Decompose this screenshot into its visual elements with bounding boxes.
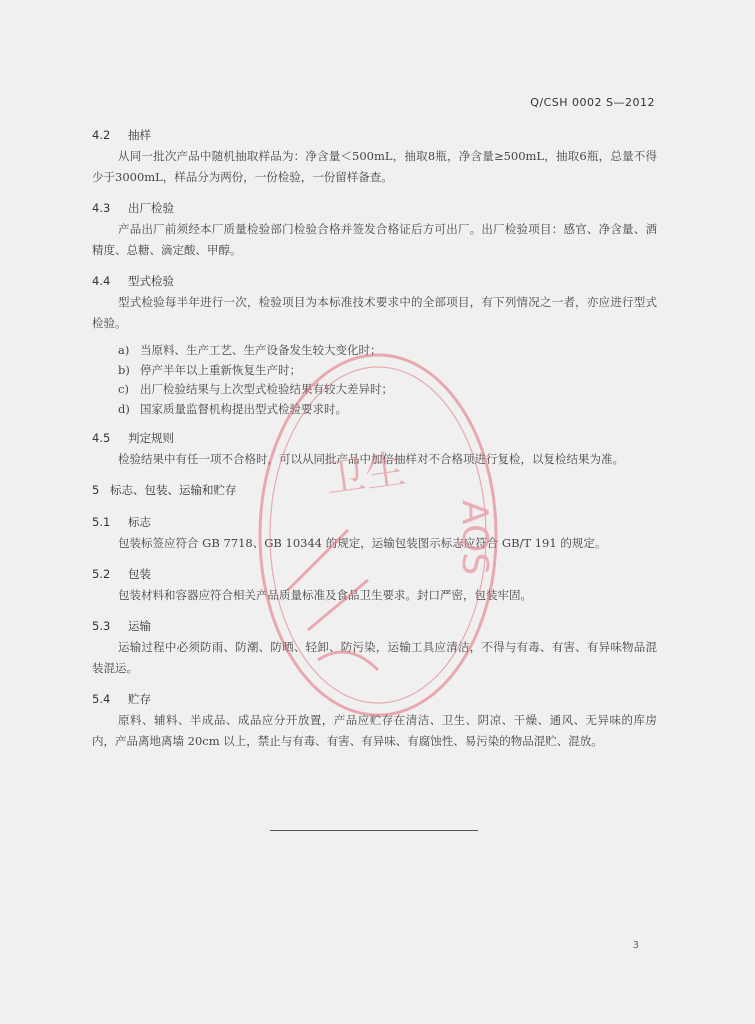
section-4-4-heading: [92, 270, 657, 292]
section-4-5-heading: [92, 427, 657, 449]
section-5-1-text: 包装标签应符合 GB 7718、GB 10344 的规定，运输包装图示标志应符合 GB/T 191 的规定。: [118, 536, 607, 550]
section-title: 出厂检验: [128, 201, 174, 215]
section-5-2-text: 包装材料和容器应符合相关产品质量标准及食品卫生要求。封口严密，包装牢固。: [118, 588, 532, 602]
section-4-4-text: 型式检验每半年进行一次，检验项目为本标准技术要求中的全部项目，有下列情况之一者，亦应进行型式检验。: [92, 295, 657, 330]
list-item-text: 国家质量监督机构提出型式检验要求时。: [140, 401, 347, 416]
section-4-2-heading: [92, 124, 657, 146]
list-marker: d): [118, 401, 130, 416]
section-number: 5: [92, 483, 100, 497]
list-item: [92, 341, 657, 361]
page-number: 3: [632, 940, 639, 951]
section-number: 4.5: [92, 431, 111, 445]
section-title: 标志: [128, 515, 151, 529]
section-5-3-text: 运输过程中必须防雨、防潮、防晒、轻卸、防污染，运输工具应清洁，不得与有毒、有害、有异味物品混装混运。: [92, 640, 657, 675]
section-5-4-text: 原料、辅料、半成品、成品应分开放置，产品应贮存在清洁、卫生、阴凉、干燥、通风、无异味的库房内，产品离地离墙 20cm 以上，禁止与有毒、有害、有异味、有腐蚀性、易污染的物品混贮、混放。: [92, 713, 657, 748]
section-title: 判定规则: [128, 431, 174, 445]
section-number: 5.4: [92, 692, 111, 706]
section-5-1-heading: [92, 511, 657, 533]
section-title: 标志、包装、运输和贮存: [110, 483, 237, 497]
list-item-text: 当原料、生产工艺、生产设备发生较大变化时；: [140, 343, 382, 357]
list-item-text: 停产半年以上重新恢复生产时；: [140, 362, 301, 377]
section-title: 型式检验: [128, 274, 174, 288]
standard-code: Q/CSH 0002 S—2012: [530, 96, 655, 109]
section-4-3-heading: [92, 197, 657, 219]
section-4-5-text: 检验结果中有任一项不合格时，可以从同批产品中加倍抽样对不合格项进行复检，以复检结果为准。: [118, 452, 624, 466]
section-5-3-heading: [92, 615, 657, 637]
section-number: 5.1: [92, 515, 111, 529]
end-divider: [270, 830, 478, 831]
stamp-text-top: 卫生: [322, 446, 409, 503]
section-title: 抽样: [128, 128, 151, 142]
list-item: [92, 400, 657, 420]
content-body: [92, 124, 657, 761]
section-5-4-heading: [92, 688, 657, 710]
section-5-2-heading: [92, 563, 657, 585]
list-item: [92, 361, 657, 381]
section-number: 4.3: [92, 201, 111, 215]
section-4-2-text: 从同一批次产品中随机抽取样品为：净含量＜500mL，抽取8瓶，净含量≥500mL，抽取6瓶，总量不得少于3000mL，样品分为两份，一份检验，一份留样备查。: [92, 149, 657, 184]
list-marker: a): [118, 343, 130, 357]
section-title: 贮存: [128, 692, 151, 706]
section-number: 5.2: [92, 567, 111, 581]
inspection-conditions-list: [92, 341, 657, 419]
list-item: [92, 380, 657, 400]
stamp-text-side: AQS: [454, 500, 495, 576]
section-number: 4.2: [92, 128, 111, 142]
section-title: 运输: [128, 619, 151, 633]
list-marker: c): [118, 382, 129, 396]
section-number: 5.3: [92, 619, 111, 633]
list-marker: b): [118, 362, 130, 377]
section-5-heading: [92, 479, 657, 501]
section-number: 4.4: [92, 274, 111, 288]
list-item-text: 出厂检验结果与上次型式检验结果有较大差异时；: [140, 382, 393, 396]
section-title: 包装: [128, 567, 151, 581]
section-4-3-text: 产品出厂前须经本厂质量检验部门检验合格并签发合格证后方可出厂。出厂检验项目：感官、净含量、酒精度、总糖、滴定酸、甲醇。: [92, 222, 657, 257]
